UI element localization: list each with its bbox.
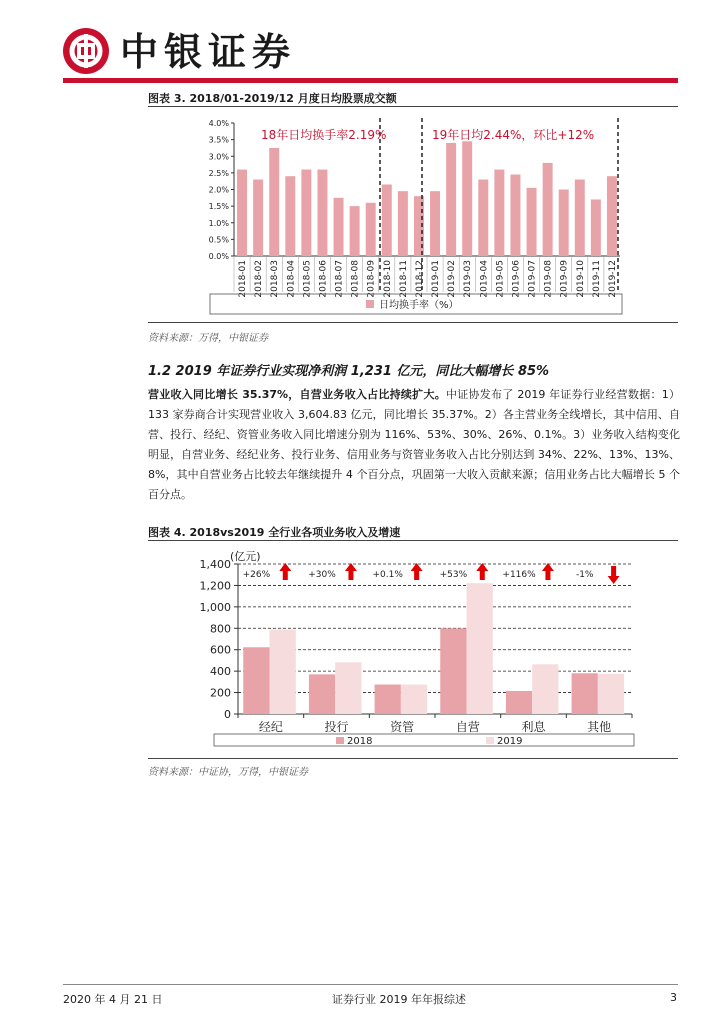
figure4-x-tick-label: 资管: [390, 720, 415, 734]
figure3-y-tick-label: 1.5%: [208, 202, 229, 212]
figure3-top-rule: [148, 106, 678, 107]
figure3-bars: [237, 141, 617, 256]
footer-page-number: 3: [670, 991, 677, 1004]
brand-name: 中银证券: [120, 29, 297, 74]
figure3-bar: [317, 170, 327, 256]
figure3-bar: [398, 191, 408, 256]
figure3-legend-swatch: [366, 300, 374, 308]
figure3-x-tick-label: 2018-09: [366, 260, 377, 298]
figure4-bar-2019: [335, 662, 361, 714]
bank-logo-icon: [63, 28, 109, 74]
figure4-legend-label: 2019: [497, 736, 523, 747]
figure4-y-tick-label: 600: [210, 643, 231, 657]
figure3-bar: [269, 148, 279, 256]
figure4-bar-2018: [243, 647, 269, 714]
figure4-x-tick-label: 其他: [587, 720, 612, 734]
figure4-bars: [243, 583, 624, 714]
figure3-x-tick-label: 2018-03: [270, 260, 281, 298]
figure4-growth-arrow-up-icon: [345, 563, 357, 580]
figure3-annotation-2019: 19年日均2.44%，环比+12%: [432, 128, 595, 142]
figure3-x-tick-label: 2019-11: [591, 260, 602, 298]
figure3-bar: [591, 199, 601, 256]
figure4-y-tick-label: 1,200: [199, 579, 231, 593]
figure3-bar: [575, 180, 585, 256]
figure3-y-tick-label: 0.5%: [208, 235, 229, 245]
figure4-bottom-rule: [148, 758, 678, 759]
figure3-x-tick-label: 2018-02: [254, 260, 265, 298]
figure4-source: 资料来源：中证协，万得，中银证券: [148, 767, 308, 778]
figure3-x-tick-label: 2019-09: [559, 260, 570, 298]
figure4-legend-swatch: [336, 737, 344, 744]
figure4-chart: [148, 542, 680, 754]
footer-date: 2020 年 4 月 21 日: [63, 993, 163, 1006]
figure4-growth-arrow-up-icon: [411, 563, 423, 580]
figure4-growth-arrow-up-icon: [279, 563, 291, 580]
figure3-bar: [527, 188, 537, 256]
figure4-top-rule: [148, 540, 678, 541]
figure3-x-tick-label: 2018-12: [414, 260, 425, 298]
figure4-legend-swatch: [486, 737, 494, 744]
figure4-unit-label: (亿元): [230, 550, 261, 563]
figure4-legend-box: [214, 734, 634, 746]
figure4-growth-label: +30%: [308, 570, 336, 580]
figure3-bar: [607, 176, 617, 256]
figure4-y-tick-label: 800: [210, 622, 231, 636]
figure4-bar-2018: [309, 674, 335, 714]
figure4-bar-2018: [506, 691, 532, 714]
figure3-chart: [148, 108, 680, 320]
figure4-bar-2018: [375, 685, 401, 714]
figure4-x-labels: [238, 714, 632, 734]
figure4-bar-2019: [598, 674, 624, 714]
figure3-x-tick-label: 2019-07: [527, 260, 538, 298]
figure4-x-tick-label: 投行: [324, 720, 349, 734]
figure3-bar: [334, 198, 344, 256]
figure3-bar: [494, 170, 504, 256]
figure4-y-tick-label: 200: [210, 686, 231, 700]
figure3-legend-label: 日均换手率（%）: [379, 300, 459, 311]
figure3-x-tick-label: 2018-01: [238, 260, 249, 298]
figure4-growth-label: +26%: [242, 570, 271, 580]
figure3-bar: [478, 180, 488, 256]
figure3-y-tick-label: 3.0%: [208, 152, 229, 162]
figure4-y-tick-label: 400: [210, 665, 231, 679]
figure3-x-tick-label: 2018-11: [398, 260, 409, 298]
figure3-bar: [382, 185, 392, 256]
figure3-bar: [237, 170, 247, 256]
figure3-x-tick-label: 2019-03: [463, 260, 474, 298]
figure3-title: 图表 3. 2018/01-2019/12 月度日均股票成交额: [148, 92, 397, 105]
figure3-source: 资料来源：万得，中银证券: [148, 333, 268, 344]
figure4-y-tick-label: 1,400: [199, 558, 231, 571]
figure3-x-tick-label: 2019-10: [575, 260, 586, 298]
figure3-bar: [301, 170, 311, 256]
section-lead: 营业收入同比增长 35.37%，自营业务收入占比持续扩大。: [148, 388, 446, 401]
figure4-bar-2018: [440, 628, 466, 714]
figure3-x-tick-label: 2019-08: [543, 260, 554, 298]
figure3-y-tick-label: 1.0%: [208, 218, 229, 228]
figure3-x-tick-label: 2019-06: [511, 260, 522, 298]
figure3-x-tick-label: 2019-05: [495, 260, 506, 298]
figure3-y-tick-label: 2.5%: [208, 168, 229, 178]
figure3-bar: [543, 163, 553, 256]
figure4-growth-arrow-down-icon: [608, 566, 620, 584]
figure3-bottom-rule: [148, 322, 678, 323]
figure3-x-tick-label: 2018-04: [286, 260, 297, 298]
figure3-bar: [253, 180, 263, 256]
figure3-annotation-2018: 18年日均换手率2.19%: [261, 128, 387, 142]
figure3-bar: [510, 175, 520, 256]
figure3-x-tick-label: 2019-01: [431, 260, 442, 298]
figure3-bar: [350, 206, 360, 256]
figure3-x-tick-label: 2018-05: [302, 260, 313, 298]
figure3-x-tick-label: 2018-06: [318, 260, 329, 298]
figure4-bar-2019: [401, 685, 427, 714]
header-rule: [63, 78, 678, 83]
figure3-x-tick-label: 2019-02: [447, 260, 458, 298]
figure4-growth-label: +116%: [502, 570, 536, 580]
figure4-x-tick-label: 自营: [455, 720, 480, 734]
figure3-x-tick-label: 2019-12: [607, 260, 618, 298]
figure4-growth-arrow-up-icon: [542, 563, 554, 580]
figure4-growth-label: +53%: [439, 570, 468, 580]
figure4-y-tick-label: 0: [224, 708, 231, 721]
figure3-bar: [559, 190, 569, 257]
figure4-x-tick-label: 经纪: [258, 720, 283, 734]
figure3-y-tick-label: 3.5%: [208, 135, 229, 145]
figure3-bar: [446, 143, 456, 256]
section-title: 1.2 2019 年证券行业实现净利润 1,231 亿元，同比大幅增长 85%: [148, 364, 550, 379]
figure3-bar: [430, 191, 440, 256]
figure3-bar: [366, 203, 376, 256]
figure3-y-tick-label: 2.0%: [208, 185, 229, 195]
figure4-bar-2019: [532, 664, 558, 714]
figure3-x-tick-label: 2019-04: [479, 260, 490, 298]
figure4-y-tick-label: 1,000: [199, 600, 231, 614]
figure4-growth-annotations: [243, 563, 620, 584]
figure3-x-tick-label: 2018-08: [350, 260, 361, 298]
figure4-legend: [214, 734, 634, 747]
figure4-growth-arrow-up-icon: [476, 563, 488, 580]
section-paragraph: [148, 385, 680, 505]
figure3-bar: [462, 141, 472, 256]
figure4-title: 图表 4. 2018vs2019 全行业各项业务收入及增速: [148, 526, 401, 539]
figure4-growth-label: -1%: [575, 570, 594, 580]
footer-rule: [63, 984, 678, 985]
figure4-x-tick-label: 利息: [521, 720, 546, 734]
figure3-y-tick-label: 0.0%: [208, 252, 229, 261]
figure4-bar-2019: [270, 630, 296, 714]
footer-report-title: 证券行业 2019 年年报综述: [332, 993, 466, 1006]
figure3-x-labels: [234, 256, 618, 298]
figure3-x-tick-label: 2018-07: [334, 260, 345, 298]
figure3-y-tick-label: 4.0%: [208, 119, 229, 128]
figure4-legend-label: 2018: [347, 736, 373, 747]
figure4-growth-label: +0.1%: [372, 570, 403, 580]
figure3-x-tick-label: 2018-10: [382, 260, 393, 298]
figure4-gridlines: [238, 564, 632, 693]
figure4-bar-2018: [572, 673, 598, 714]
figure3-bar: [285, 176, 295, 256]
figure4-bar-2019: [467, 583, 493, 714]
section-body: 中证协发布了 2019 年证券行业经营数据：1）133 家券商合计实现营业收入 3,604.83 亿元，同比增长 35.37%。2）各主营业务全线增长，其中信用、自营、投行、经纪、资管业务收入同比增速分别为 116%、53%、30%、26%、0.1%。3）业务收入结构变化明显，自营业务、经纪业务、投行业务、信用业务与资管业务收入占比分别达到 34%、22%、13%、13%、8%，其中自营业务占比较去年继续提升 4 个百分点，巩固第一大收入贡献来源；信用业务占比大幅增长 5 个百分点。: [148, 388, 680, 501]
